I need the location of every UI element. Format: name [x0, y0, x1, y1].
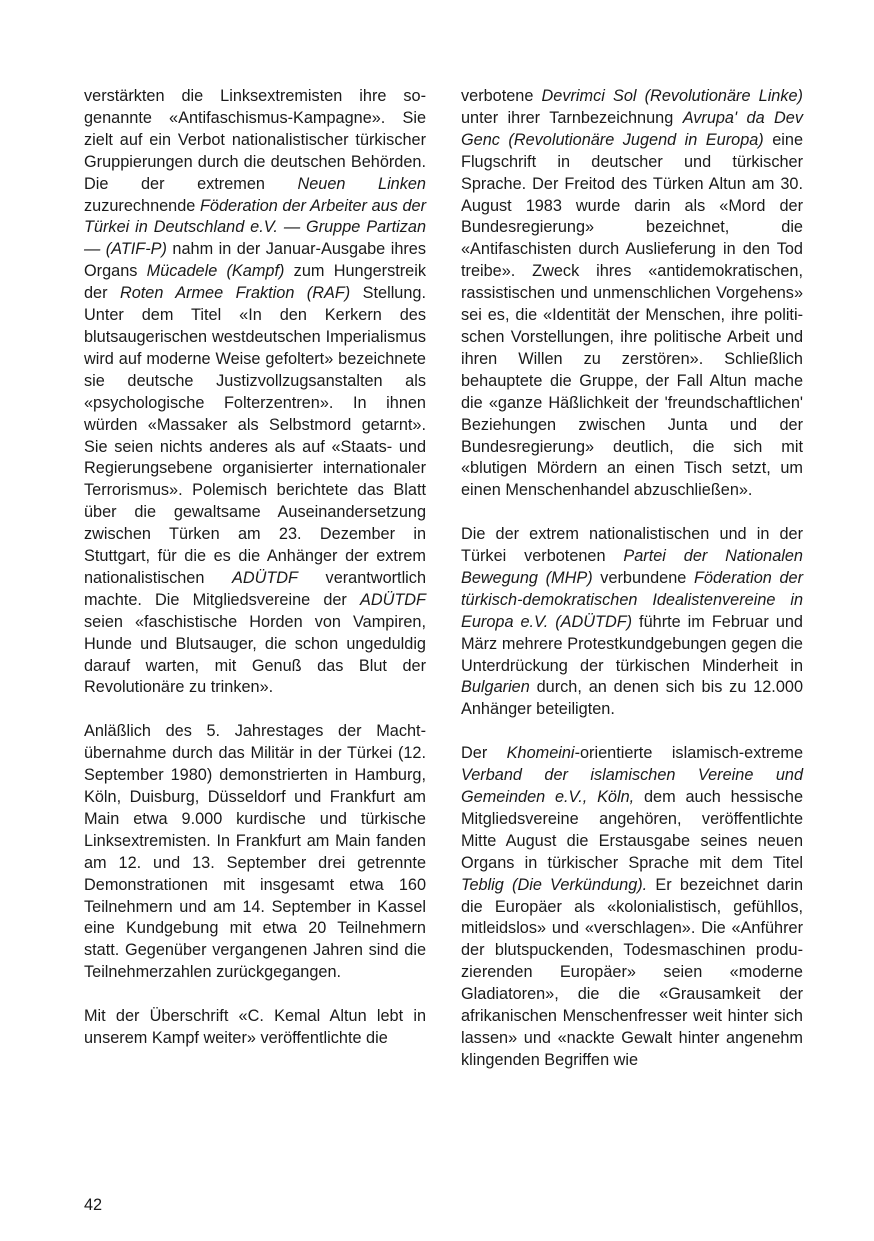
left-column: [84, 86, 426, 1050]
right-paragraph-1: verbotene Devrimci Sol (Revolutionäre Linke) unter ihrer Tarnbezeichnung Avrupa' da Dev Genc (Revolutionäre Jugend in Europa) eine Flugschrift in deutscher und türkischer Sprache. Der Freitod des Türken Altun am 30. August 1983 wurde darin als «Mord der Bundesregierung» bezeichnet, die «Antifaschisten durch Auslieferung in den Tod treibe». Zweck ihres «antidemokratischen, rassistischen und unmenschlichen Vorgehens» sei es, die «Identität der Menschen, ihre politischen Vorstellungen, ihre politische Arbeit und ihren Willen zu zerstören». Schließlich behauptete die Gruppe, der Fall Altun mache die «ganze Häßlichkeit der 'freundschaftlichen' Beziehungen zwischen Junta und der Bundesregierung» deutlich, die sich mit «blutigen Mördern an einen Tisch setzt, um einen Menschenhandel abzuschließen».: [461, 87, 804, 500]
left-paragraph-1: verstärkten die Linksextremisten ihre sogenannte «Antifaschismus-Kampagne». Sie zielt auf ein Verbot nationalistischer türkischer Gruppierungen durch die deutschen Behörden. Die der extremen Neuen Linken zuzurechnende Föderation der Arbeiter aus der Türkei in Deutschland e.V. — Gruppe Partizan — (ATIF-P) nahm in der Januar-Ausgabe ihres Organs Mücadele (Kampf) zum Hungerstreik der Roten Armee Fraktion (RAF) Stellung. Unter dem Titel «In den Kerkern des blutsaugerischen westdeutschen Imperialismus wird auf moderne Weise gefoltert» bezeichnete sie deutsche Justizvollzugsanstalten als «psychologische Folterzentren». In ihnen würden «Massaker als Selbstmord getarnt». Sie seien nichts anderes als auf «Staats- und Regierungsebene organisierter internationaler Terrorismus». Polemisch berichtete das Blatt über die gewaltsame Auseinandersetzung zwischen Türken am 23. Dezember in Stuttgart, für die es die Anhänger der extrem nationalistischen ADÜTDF verantwortlich machte. Die Mitgliedsvereine der ADÜTDF seien «faschistische Horden von Vampiren, Hunde und Blutsauger, die schon ungeduldig darauf warten, mit Genuß das Blut der Revolutionäre zu trinken».: [84, 87, 426, 697]
left-paragraph-3: Mit der Überschrift «C. Kemal Altun lebt in unserem Kampf weiter» veröffentlichte die: [84, 1007, 426, 1047]
page-number: 42: [84, 1196, 103, 1214]
left-paragraph-2: Anläßlich des 5. Jahrestages der Machtübernahme durch das Militär in der Türkei (12. September 1980) demonstrierten in Hamburg, Köln, Duisburg, Düsseldorf und Frankfurt am Main etwa 9.000 kurdische und türkische Linksextremisten. In Frankfurt am Main fanden am 12. und 13. September drei getrennte Demonstrationen mit insgesamt etwa 160 Teilnehmern und am 14. September in Kassel eine Kundgebung mit etwa 20 Teilnehmern statt. Gegenüber vergangenen Jahren sind die Teilnehmerzahlen zurückgegangen.: [84, 722, 426, 982]
right-column: [461, 86, 803, 1072]
right-paragraph-3: Der Khomeini-orientierte islamisch-extreme Verband der islamischen Vereine und Gemeinden e.V., Köln, dem auch hessische Mitgliedsvereine angehören, veröffentlichte Mitte August die Erstausgabe seines neuen Organs in türkischer Sprache mit dem Titel Teblig (Die Verkündung). Er bezeichnet darin die Europäer als «kolonialistisch, gefühllos, mitleidslos» und «verschlagen». Die «Anführer der blutspuckenden, Todesmaschinen produzierenden Europäer» seien «moderne Gladiatoren», die die «Grausamkeit der afrikanischen Menschenfresser weit hinter sich lassen» und «nackte Gewalt hinter angenehm klingenden Begriffen wie: [461, 744, 803, 1069]
right-paragraph-2: Die der extrem nationalistischen und in der Türkei verbotenen Partei der Nationalen Bewegung (MHP) verbundene Föderation der türkisch-demokratischen Idealistenvereine in Europa e.V. (ADÜTDF) führte im Februar und März mehrere Protestkundgebungen gegen die Unterdrückung der türkischen Minderheit in Bulgarien durch, an denen sich bis zu 12.000 Anhänger beteiligten.: [461, 525, 803, 719]
